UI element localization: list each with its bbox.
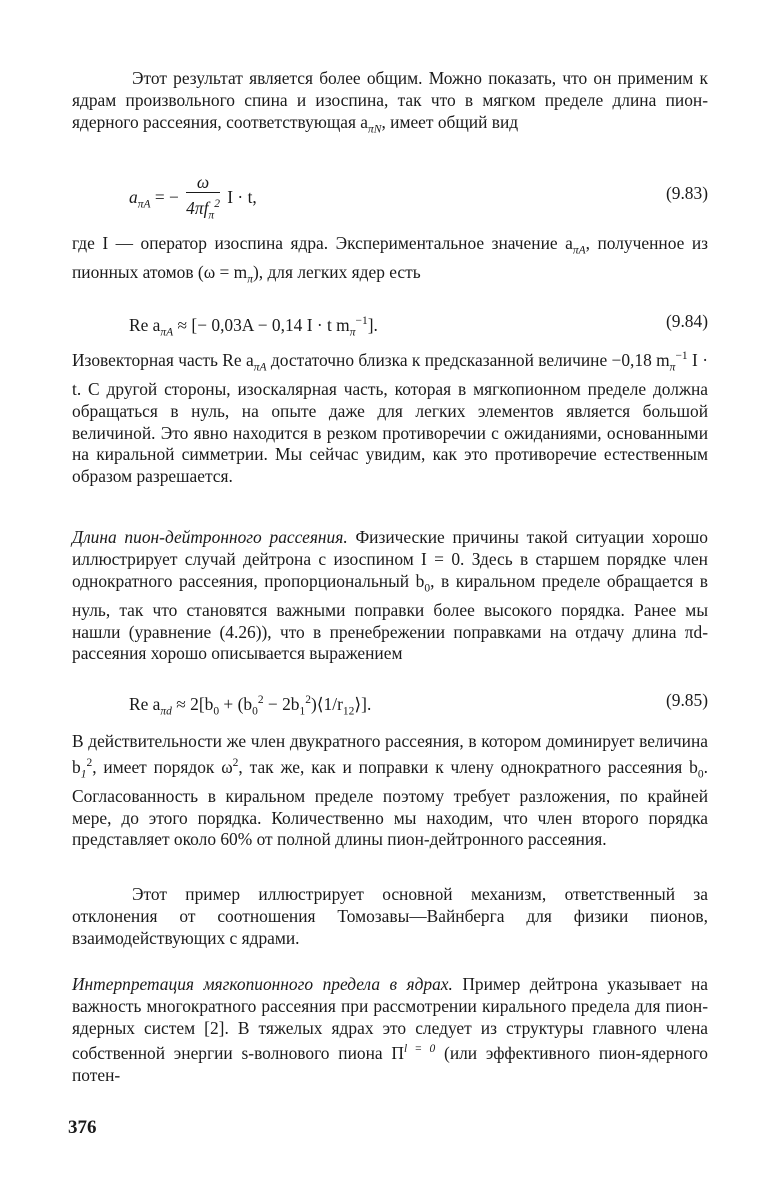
eq-text: ⟩]. [354,693,372,714]
paragraph-2-text-b: , полученное из пионных атомов (ω = m [72,233,708,283]
subscript: 0 [697,768,704,781]
eq-subscript: 1 [299,705,306,718]
equation-number: (9.85) [665,690,708,710]
eq-subscript: π [349,326,356,339]
paragraph-1-end: , имеет общий вид [381,111,519,132]
eq-subscript: πA [160,326,174,339]
eq-text: ≈ 2[b [171,693,214,714]
eq-text: + (b [219,693,253,714]
denominator-subscript: π [208,209,215,222]
paragraph-1 [72,68,708,141]
paragraph-5-text-a: В действительности же член двукратного рассеяния, в котором доминирует величина b [72,731,708,777]
equation-number: (9.83) [665,183,708,203]
subscript: 0 [424,582,431,595]
page-number: 376 [68,1117,97,1138]
superscript: 2 [86,756,93,769]
paragraph-6-text: Этот пример иллюстрирует основной механизм, ответственный за отклонения от соотношения Томозавы—Вайнберга для физики пионов, взаимодействующих с ядрами. [72,884,708,948]
subscript: πN [368,123,382,136]
section-title: Длина пион-дейтронного рассеяния. [72,527,348,547]
paragraph-1-text: Этот результат является более общим. Можно показать, что он применим к ядрам произвольного спина и изоспина, так что в мягком пределе длина пион-ядерного рассеяния, соответствующая a [72,68,708,132]
paragraph-7 [72,974,708,1087]
paragraph-5-text-d: . Согласованность в киральном пределе поэтому требует разложения, по крайней мере, до этого порядка. Количественно мы находим, что член второго порядка представляет около 60% от полной длины пион-дейтронного рассеяния. [72,756,708,850]
paragraph-4-text-a: Физические причины такой ситуации хорошо иллюстрирует случай дейтрона с изоспином I = 0. Здесь в старшем порядке член однократного рассеяния, пропорциональный b [72,527,708,591]
paragraph-7-text-a: Пример дейтрона указывает на важность многократного рассеяния при рассмотрении кирального предела для пион-ядерных систем [2]. В тяжелых ядрах это следует из структуры главного члена собственной энергии s-волнового пиона Π [72,974,709,1064]
equation-9-83 [72,170,708,220]
paragraph-3 [72,346,708,488]
eq-superscript: 2 [305,694,311,706]
eq-subscript: πd [160,705,172,718]
section-title: Интерпретация мягкопионного предела в ядрах. [72,974,453,994]
paragraph-3-text-c: I · t. С другой стороны, изоскалярная часть, которая в мягкопионном пределе должна обращаться в нуль, на опыте даже для легких элементов является большой величиной. Это явно находится в резком противоречии с ожиданиями, основанными на киральной симметрии. Мы сейчас увидим, как это противоречие естественным образом разрешается. [72,349,709,487]
eq-subscript: 0 [213,705,220,718]
subscript: πA [253,361,267,374]
eq-text: − 2b [263,693,300,714]
eq-lhs: a [129,187,138,208]
eq-text: Re a [129,693,161,714]
eq-text: Re a [129,314,161,335]
eq-subscript: 12 [342,705,355,718]
eq-sign: = − [150,187,184,208]
paragraph-6 [72,884,708,949]
equation-9-85 [72,689,708,718]
eq-text: )⟨1/r [310,693,343,714]
paragraph-4 [72,527,708,665]
eq-text: ≈ [− 0,03A − 0,14 I · t m [173,314,350,335]
eq-superscript: −1 [355,315,368,327]
eq-subscript: 0 [252,705,258,718]
subscript: πA [572,244,586,257]
subscript: 1 [80,768,87,781]
paragraph-3-text-a: Изовекторная часть Re a [72,349,254,370]
eq-text: ]. [367,314,378,335]
equation-9-84 [72,310,708,339]
superscript: −1 [675,350,688,362]
paragraph-4-text-b: , в киральном пределе обращается в нуль, так что становятся важными поправки более высокого порядка. Ранее мы нашли (уравнение (4.26)), что в пренебрежении поправками на отдачу длина πd-рассеяния хорошо описывается выражением [72,570,708,664]
eq-superscript: 2 [257,694,264,706]
paragraph-5-text-c: , так же, как и поправки к члену однократного рассеяния b [238,756,698,777]
superscript: l = 0 [403,1043,436,1056]
denominator-superscript: 2 [214,198,220,210]
paragraph-2-text-a: где I — оператор изоспина ядра. Экспериментальное значение a [72,233,573,253]
eq-rhs: I · t, [222,187,257,208]
fraction [186,172,220,226]
paragraph-2 [72,233,708,292]
fraction-denominator [186,193,220,226]
paragraph-5-text-b: , имеет порядок ω [92,756,233,777]
paragraph-5 [72,731,708,851]
eq-lhs-subscript: πA [137,198,151,211]
equation-number: (9.84) [665,311,708,331]
paragraph-7-text-b: (или эффективного пион-ядерного потен- [72,1043,708,1085]
subscript: π [247,273,253,286]
subscript: π [669,361,676,374]
fraction-numerator: ω [186,172,220,193]
superscript: 2 [232,756,239,769]
paragraph-2-text-c: ), для легких ядер есть [252,262,421,283]
paragraph-3-text-b: достаточно близка к предсказанной величине −0,18 m [266,349,670,370]
denominator-text: 4πf [186,197,209,218]
